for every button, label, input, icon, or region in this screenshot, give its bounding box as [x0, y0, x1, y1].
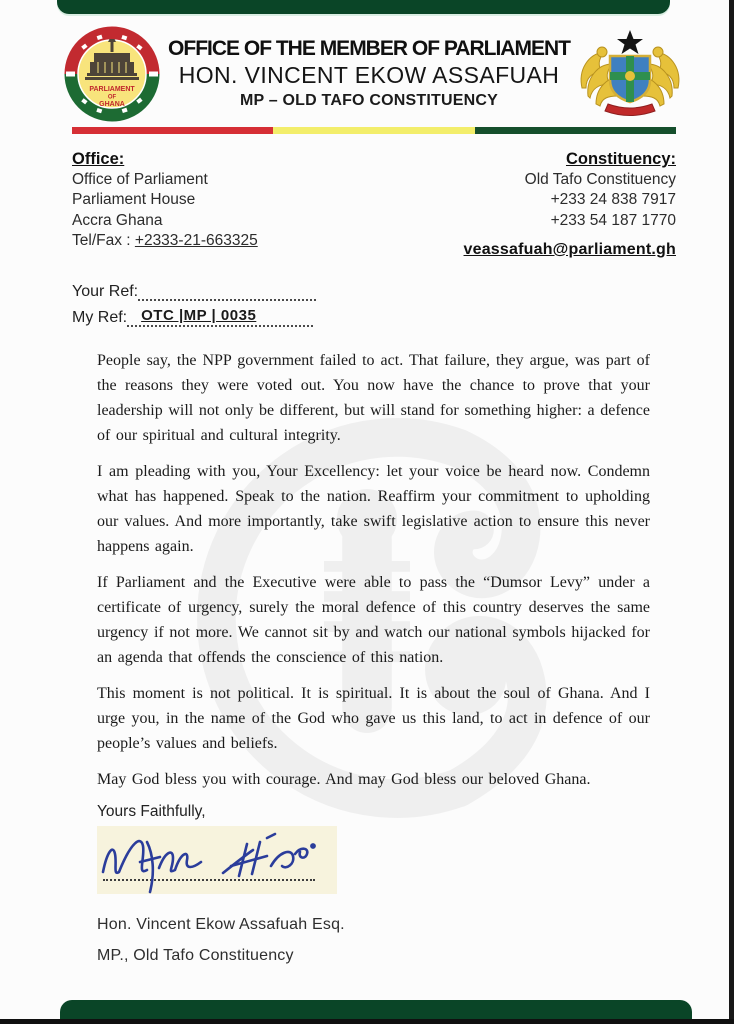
office-label: Office:	[72, 150, 125, 168]
constituency-phone1: +233 24 838 7917	[550, 191, 676, 208]
paragraph-5: May God bless you with courage. And may God bless our beloved Ghana.	[97, 770, 591, 788]
constituency-address-block	[464, 149, 676, 261]
photo-right-edge	[729, 0, 734, 1024]
valediction: Yours Faithfully,	[97, 802, 206, 820]
my-ref-value: OTC |MP | 0035	[141, 306, 257, 324]
office-line2: Parliament House	[72, 191, 196, 208]
paragraph-2: I am pleading with you, Your Excellency: let your voice be heard now. Condemn what has happened. Speak to the nation. Reaffirm your commitment to upholding our values. And more importantly, take swift legislative action to ensure this never happens again.	[97, 462, 650, 555]
tricolor-red-segment	[72, 127, 273, 134]
telfax-label: Tel/Fax :	[72, 232, 135, 249]
office-address-block	[72, 149, 258, 261]
my-ref-label: My Ref:	[72, 308, 128, 326]
paragraph-1: People say, the NPP government failed to act. That failure, they argue, was part of the reasons they were voted out. You now have the chance to prove that your leadership will not only be different, but will stand for something higher: a defence of our spiritual and cultural integrity.	[97, 351, 650, 444]
photo-bottom-edge	[0, 1019, 734, 1024]
tricolor-green-segment	[475, 127, 676, 134]
signatory-name: Hon. Vincent Ekow Assafuah Esq.	[97, 915, 345, 933]
my-ref-line	[127, 306, 313, 327]
office-line3: Accra Ghana	[72, 211, 163, 229]
constituency-label: Constituency:	[565, 150, 676, 168]
ghana-coat-of-arms-icon	[578, 26, 682, 122]
seal-caption-line3: GHANA	[99, 101, 125, 108]
contact-blocks	[72, 149, 676, 261]
paragraph-3: If Parliament and the Executive were able to pass the “Dumsor Levy” under a certificate of urgency, surely the moral defence of this country deserves the same urgency if not more. We cannot sit by and watch our national symbols hijacked for an agenda that offends the conscience of this nation.	[97, 573, 650, 666]
your-ref-blank-line	[138, 285, 316, 301]
telfax-number: +2333-21-663325	[134, 232, 258, 249]
mp-name: HON. VINCENT EKOW ASSAFUAH	[178, 62, 560, 88]
seal-caption-line2: OF	[107, 94, 117, 101]
office-telfax	[72, 231, 258, 252]
parliament-of-ghana-seal-icon	[64, 26, 160, 122]
bottom-green-bar	[60, 1000, 692, 1019]
constituency-phone2: +233 54 187 1770	[550, 211, 676, 229]
office-title: OFFICE OF THE MEMBER OF PARLIAMENT	[168, 37, 570, 60]
your-ref-label: Your Ref:	[72, 282, 139, 300]
mp-constituency-subtitle: MP – OLD TAFO CONSTITUENCY	[240, 92, 498, 109]
signature-area	[97, 826, 337, 894]
office-line1: Office of Parliament	[72, 170, 208, 188]
letter-body	[72, 348, 676, 792]
seal-caption-line1: PARLIAMENT	[89, 86, 135, 93]
constituency-line1: Old Tafo Constituency	[524, 170, 676, 188]
closing-block	[72, 803, 676, 965]
tricolor-yellow-segment	[273, 127, 474, 134]
signatory-title: MP., Old Tafo Constituency	[97, 946, 294, 964]
ghana-tricolor-rule	[72, 127, 676, 134]
reference-lines	[72, 275, 676, 327]
paragraph-4: This moment is not political. It is spiritual. It is about the soul of Ghana. And I urge you, in the name of the God who gave us this land, to act in defence of our people’s values and beliefs.	[97, 684, 650, 752]
letterhead	[72, 26, 676, 122]
email-link[interactable]: veassafuah@parliament.gh	[463, 241, 676, 258]
signature-scribble-icon	[97, 826, 337, 894]
